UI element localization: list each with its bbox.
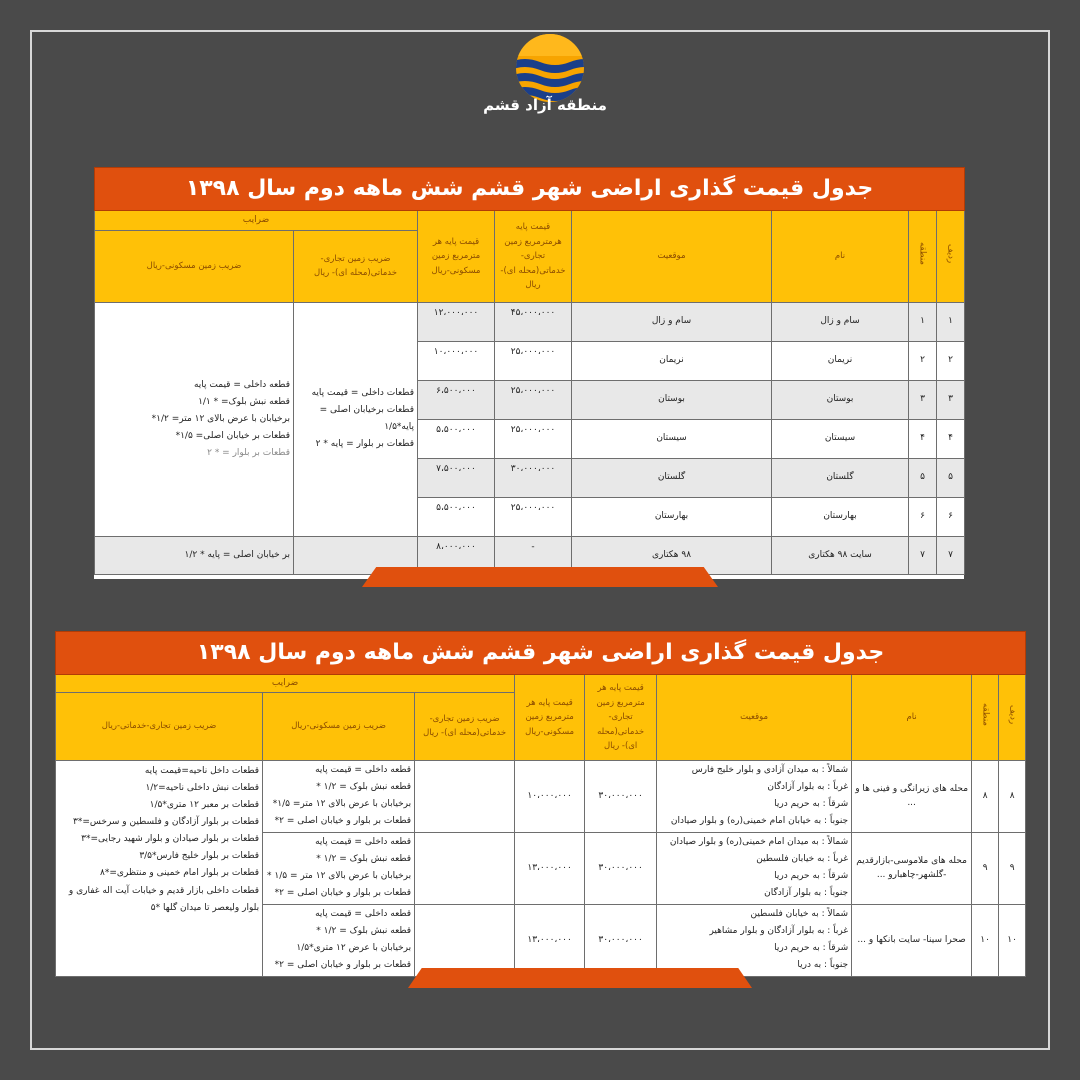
- header-coef-residential: ضریب زمین مسکونی-ریال: [95, 230, 294, 302]
- row-radif: ۴: [937, 419, 965, 458]
- row-location: سیستان: [572, 419, 772, 458]
- row-name: گلستان: [772, 458, 909, 497]
- row-radif: ۵: [937, 458, 965, 497]
- row-mantaghe: ۹: [972, 832, 999, 904]
- row-price-commercial: ۴۵،۰۰۰،۰۰۰: [495, 302, 572, 341]
- row-radif: ۳: [937, 380, 965, 419]
- row-mantaghe: ۱: [909, 302, 937, 341]
- row-radif: ۶: [937, 497, 965, 536]
- row-coef-commercial-local: [415, 832, 515, 904]
- decorative-tab: [408, 968, 752, 988]
- row-price-commercial: ۲۵،۰۰۰،۰۰۰: [495, 497, 572, 536]
- row-name: سام و زال: [772, 302, 909, 341]
- row-price-residential: ۱۳،۰۰۰،۰۰۰: [515, 904, 585, 976]
- row-mantaghe: ۷: [909, 536, 937, 574]
- row-location: سام و زال: [572, 302, 772, 341]
- price-table-2: [55, 631, 1025, 977]
- row-price-residential: ۱۳،۰۰۰،۰۰۰: [515, 832, 585, 904]
- row-coef-commercial-local: [415, 904, 515, 976]
- row-location: شمالاً : به خیابان فلسطین غرباً : به بلوار آزادگان و بلوار مشاهیر شرقاً : به حریم دریا جنوباً : به دریا: [657, 904, 852, 976]
- row-location: بهارستان: [572, 497, 772, 536]
- row-price-commercial: ۲۵،۰۰۰،۰۰۰: [495, 419, 572, 458]
- header-radif: ردیف: [937, 210, 965, 302]
- row-price-commercial: ۲۵،۰۰۰،۰۰۰: [495, 380, 572, 419]
- header-location: موقعیت: [572, 210, 772, 302]
- header-coef-residential: ضریب زمین مسکونی-ریال: [263, 692, 415, 760]
- header-price-commercial: قیمت پایه هرمترمربع زمین تجاری- خدماتی(محله ای)- ریال: [495, 210, 572, 302]
- row-coef-residential: قطعه داخلی = قیمت پایه قطعه نبش بلوک = ۱/۲ * برخیابان با عرض بالای ۱۲ متر = ۱/۵ * قطعات بر بلوار و خیابان اصلی = ۲*: [263, 832, 415, 904]
- header-name: نام: [852, 674, 972, 760]
- row-mantaghe: ۱۰: [972, 904, 999, 976]
- row-price-commercial: ۳۰،۰۰۰،۰۰۰: [495, 458, 572, 497]
- coef-service-cell: قطعات داخل ناحیه=قیمت پایه قطعات نبش داخلی ناحیه=۱/۲ قطعات بر معبر ۱۲ متری*۱/۵ قطعات بر بلوار آزادگان و فلسطین و سرخس=*۳ قطعات بر بلوار صیادان و بلوار شهید رجایی=*۳ قطعات بر بلوار خلیج فارس*۳/۵ قطعات بر بلوار امام خمینی و منتظری=*۸ قطعات داخلی بازار قدیم و خیابات آیت اله غفاری و بلوار ولیعصر تا میدان گلها *۵: [56, 760, 263, 976]
- row-mantaghe: ۳: [909, 380, 937, 419]
- row-radif: ۱: [937, 302, 965, 341]
- row-price-residential: ۶،۵۰۰،۰۰۰: [418, 380, 495, 419]
- row-price-residential: ۵،۵۰۰،۰۰۰: [418, 497, 495, 536]
- row-name: محله های ملاموسی-بازارقدیم -گلشهر-چاهبارو ...: [852, 832, 972, 904]
- row-location: شمالاً : به میدان آزادی و بلوار خلیج فارس غرباً : به بلوار آزادگان شرقاً : به حریم دریا جنوباً : به خیابان امام خمینی(ره) و بلوار صیادان: [657, 760, 852, 832]
- header-name: نام: [772, 210, 909, 302]
- row-radif: ۱۰: [999, 904, 1026, 976]
- table1-title: جدول قیمت گذاری اراضی شهر قشم شش ماهه دوم سال ۱۳۹۸: [95, 168, 965, 211]
- table-row: [95, 302, 965, 341]
- row-price-commercial: ۳۰،۰۰۰،۰۰۰: [585, 904, 657, 976]
- row-price-residential: ۸،۰۰۰،۰۰۰: [418, 536, 495, 574]
- row-name: سیستان: [772, 419, 909, 458]
- row-name: بهارستان: [772, 497, 909, 536]
- row-radif: ۷: [937, 536, 965, 574]
- row-name: صحرا سینا- سایت بانکها و ...: [852, 904, 972, 976]
- row-radif: ۲: [937, 341, 965, 380]
- row-price-residential: ۱۰،۰۰۰،۰۰۰: [418, 341, 495, 380]
- row-coef-residential: بر خیابان اصلی = پایه * ۱/۲: [95, 536, 294, 574]
- header-location: موقعیت: [657, 674, 852, 760]
- row-price-residential: ۷،۵۰۰،۰۰۰: [418, 458, 495, 497]
- header-coef-group: ضرایب: [56, 674, 515, 692]
- header-price-residential: قیمت پایه هر مترمربع زمین مسکونی-ریال: [515, 674, 585, 760]
- decorative-tab: [362, 567, 718, 587]
- row-name: بوستان: [772, 380, 909, 419]
- row-price-residential: ۱۰،۰۰۰،۰۰۰: [515, 760, 585, 832]
- row-coef-commercial-local: [415, 760, 515, 832]
- row-mantaghe: ۵: [909, 458, 937, 497]
- row-price-residential: ۵،۵۰۰،۰۰۰: [418, 419, 495, 458]
- row-location: گلستان: [572, 458, 772, 497]
- header-coef-commercial: ضریب زمین تجاری- خدماتی(محله ای)- ریال: [294, 230, 418, 302]
- row-price-commercial: -: [495, 536, 572, 574]
- row-location: نریمان: [572, 341, 772, 380]
- row-mantaghe: ۲: [909, 341, 937, 380]
- row-price-commercial: ۲۵،۰۰۰،۰۰۰: [495, 341, 572, 380]
- header-coef-commercial-local: ضریب زمین تجاری- خدماتی(محله ای)- ریال: [415, 692, 515, 760]
- row-price-commercial: ۳۰،۰۰۰،۰۰۰: [585, 832, 657, 904]
- row-radif: ۹: [999, 832, 1026, 904]
- row-mantaghe: ۶: [909, 497, 937, 536]
- table-row: [56, 760, 1026, 832]
- table2-title: جدول قیمت گذاری اراضی شهر قشم شش ماهه دوم سال ۱۳۹۸: [56, 632, 1026, 675]
- row-location: بوستان: [572, 380, 772, 419]
- header-mantaghe: منطقه: [972, 674, 999, 760]
- row-price-residential: ۱۲،۰۰۰،۰۰۰: [418, 302, 495, 341]
- row-coef-residential: قطعه داخلی = قیمت پایه قطعه نبش بلوک = ۱/۲ * برخیابان با عرض بالای ۱۲ متر= ۱/۵* قطعات بر بلوار و خیابان اصلی = ۲*: [263, 760, 415, 832]
- coef-residential-cell: قطعه داخلی = قیمت پایه قطعه نبش بلوک= * ۱/۱ برخیابان با عرض بالای ۱۲ متر= ۱/۲* قطعات بر خیابان اصلی= ۱/۵* قطعات بر بلوار = * ۲: [95, 302, 294, 536]
- row-location: شمالاً : به میدان امام خمینی(ره) و بلوار صیادان غرباً : به خیابان فلسطین شرقاً : به حریم دریا جنوباً : به بلوار آزادگان: [657, 832, 852, 904]
- row-price-commercial: ۳۰،۰۰۰،۰۰۰: [585, 760, 657, 832]
- row-radif: ۸: [999, 760, 1026, 832]
- header-coef-commercial-service: ضریب زمین تجاری-خدماتی-ریال: [56, 692, 263, 760]
- logo-name: منطقه آزاد قشم: [483, 96, 607, 114]
- row-mantaghe: ۴: [909, 419, 937, 458]
- header-radif: ردیف: [999, 674, 1026, 760]
- row-name: محله های زیرانگی و فینی ها و ...: [852, 760, 972, 832]
- coef-commercial-cell: قطعات داخلی = قیمت پایه قطعات برخیابان اصلی = پایه*۱/۵ قطعات بر بلوار = پایه * ۲: [294, 302, 418, 536]
- header-price-residential: قیمت پایه هر مترمربع زمین مسکونی-ریال: [418, 210, 495, 302]
- header-mantaghe: منطقه: [909, 210, 937, 302]
- header-coef-group: ضرایب: [95, 210, 418, 230]
- price-table-1: [94, 167, 964, 579]
- row-name: نریمان: [772, 341, 909, 380]
- header-price-commercial: قیمت پایه هر مترمربع زمین تجاری- خدماتی(محله ای)- ریال: [585, 674, 657, 760]
- row-name: سایت ۹۸ هکتاری: [772, 536, 909, 574]
- row-coef-residential: قطعه داخلی = قیمت پایه قطعه نبش بلوک = ۱/۲ * برخیابان با عرض ۱۲ متری*۱/۵ قطعات بر بلوار و خیابان اصلی = ۲*: [263, 904, 415, 976]
- row-mantaghe: ۸: [972, 760, 999, 832]
- row-location: ۹۸ هکتاری: [572, 536, 772, 574]
